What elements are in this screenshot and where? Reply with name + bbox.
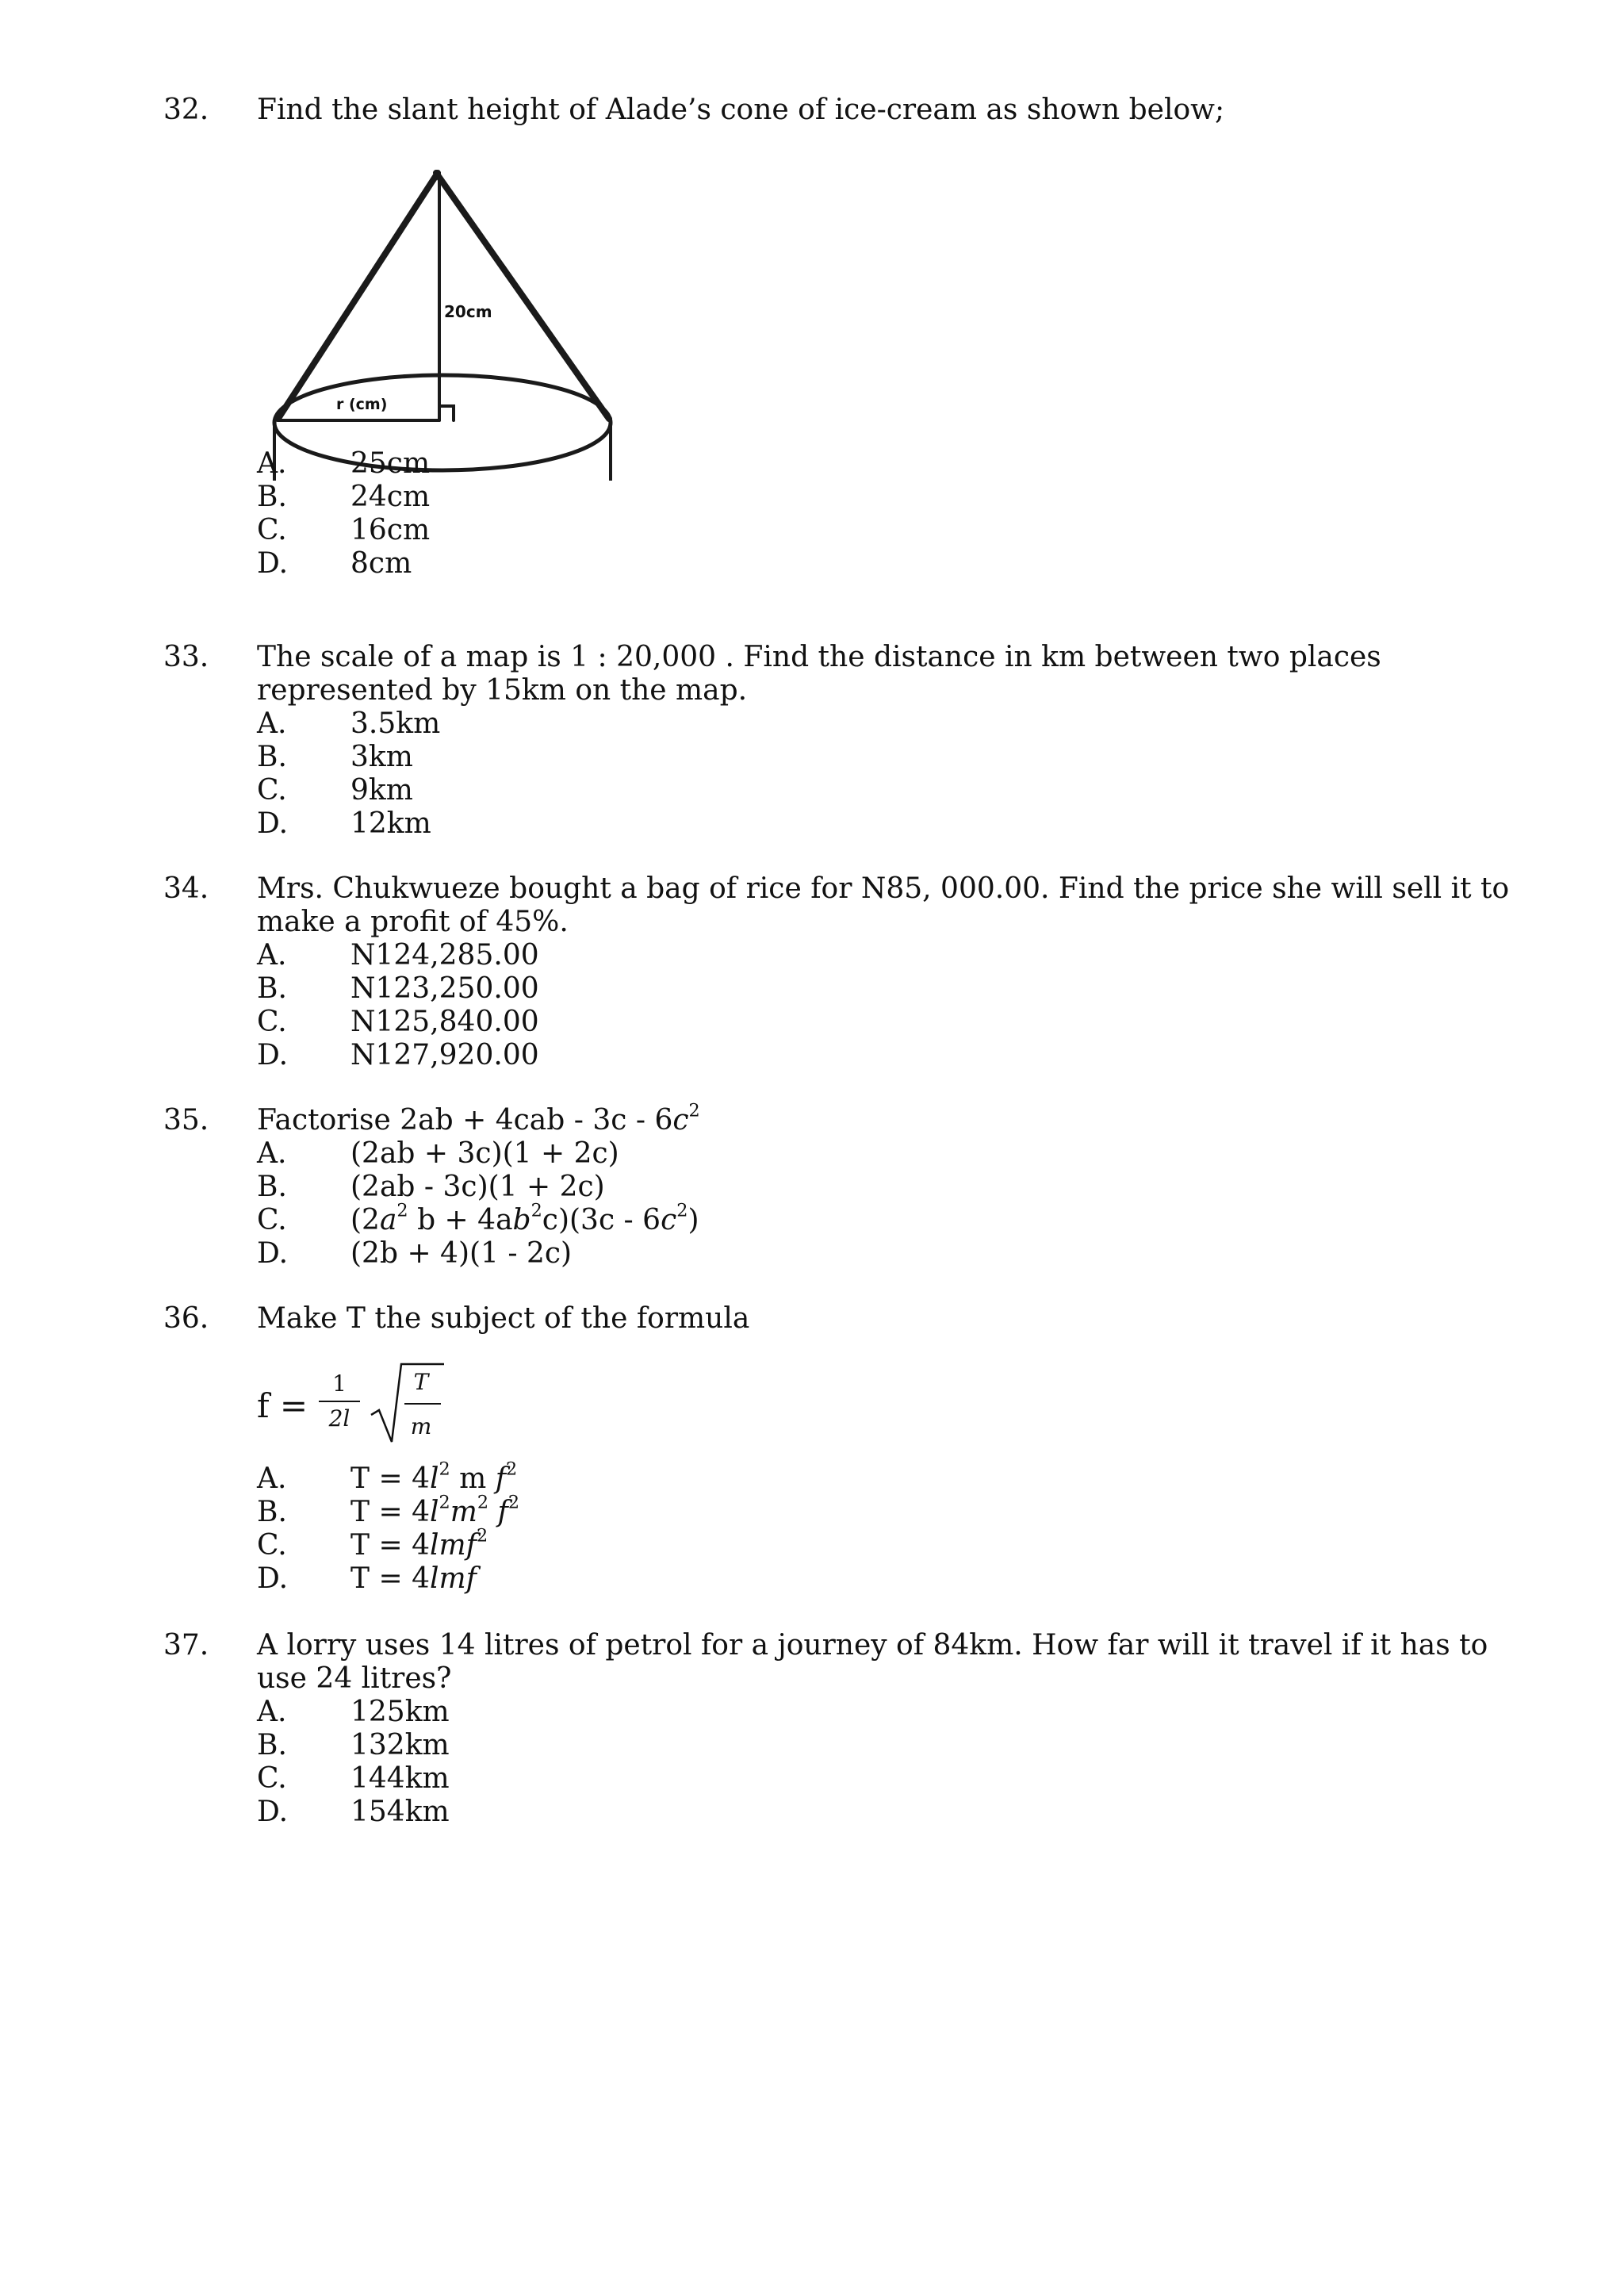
option-text [350,1200,699,1237]
option-a [257,1696,1527,1729]
math-var: l [429,1462,439,1495]
option-letter: B. [257,1171,287,1203]
option-letter: C. [257,1529,287,1562]
option-letter: D. [257,1796,289,1828]
question-number: 36. [163,1302,209,1335]
option-text [350,1562,477,1596]
right-angle-marker [439,406,454,420]
option-letter: B. [257,741,287,773]
option-b [257,1729,1527,1762]
option-c [257,514,1527,547]
option-letter: A. [257,1462,287,1495]
question-stem: Find the slant height of Alade’s cone of ice-cream as shown below; [257,94,1225,126]
formula-lhs: f = [257,1386,308,1425]
option-letter: D. [257,1039,289,1071]
option-letter: D. [257,547,289,580]
option-c [257,1762,1527,1796]
text-part: T = 4 [350,1462,430,1495]
option-text [350,1525,488,1562]
option-letter: C. [257,774,287,807]
cone-diagram [257,132,614,481]
option-letter: D. [257,1562,289,1595]
question-32 [163,94,1527,581]
option-text: (2ab - 3c)(1 + 2c) [350,1171,605,1203]
math-expr: lmf [429,1529,477,1562]
math-var: c [661,1204,677,1236]
text-part: m [450,1462,496,1495]
options-list [257,1458,1527,1596]
text-part: ) [688,1204,699,1236]
option-text: 3km [350,741,413,773]
text-part: b + 4a [408,1204,513,1236]
text-part: T = 4 [350,1529,430,1562]
fraction-numerator: 1 [332,1370,347,1397]
option-letter: B. [257,1729,287,1761]
option-letter: B. [257,481,287,513]
option-a [257,1137,1527,1171]
stem-text: Factorise 2ab + 4cab - 3c - 6 [257,1104,673,1137]
option-c [257,1006,1527,1039]
question-stem: The scale of a map is 1 : 20,000 . Find the distance in km between two places represented by 15km on the map. [257,641,1381,707]
exponent: 2 [476,1525,488,1547]
stem-exponent: 2 [688,1100,700,1121]
option-a [257,447,1527,481]
option-letter: A. [257,447,287,480]
option-letter: D. [257,807,289,840]
option-text: 8cm [350,547,412,580]
options-list [257,1696,1527,1829]
option-c [257,1525,1527,1562]
stem-variable: c [672,1104,689,1137]
option-text: N125,840.00 [350,1006,539,1038]
height-label: 20cm [444,302,492,321]
option-text: (2ab + 3c)(1 + 2c) [350,1137,619,1170]
options-list [257,939,1527,1072]
option-text [350,1458,518,1496]
exponent: 2 [506,1458,518,1480]
math-var: f [497,1496,508,1528]
option-b [257,481,1527,514]
math-var: a [379,1204,397,1236]
question-number: 33. [163,641,209,673]
option-letter: C. [257,1006,287,1038]
fraction-denominator: 2l [328,1405,350,1432]
formula-fraction [319,1370,360,1432]
question-34 [163,872,1527,1072]
exponent: 2 [439,1492,450,1513]
option-c [257,1200,1527,1237]
option-letter: A. [257,939,287,972]
option-text: N124,285.00 [350,939,539,972]
exponent: 2 [477,1492,489,1513]
radical-numerator: T [413,1369,429,1395]
question-stem: A lorry uses 14 litres of petrol for a journey of 84km. How far will it travel if it has to use 24 litres? [257,1629,1488,1695]
text-part: (2 [350,1204,380,1236]
options-list [257,707,1527,841]
option-letter: D. [257,1237,289,1270]
option-b [257,972,1527,1006]
option-d [257,547,1527,581]
question-number: 32. [163,94,209,126]
options-list [257,1137,1527,1271]
question-stem: Make T the subject of the formula [257,1302,750,1335]
option-text: 125km [350,1696,450,1728]
option-text: 25cm [350,447,431,480]
option-letter: C. [257,1762,287,1795]
question-36 [163,1302,1527,1596]
radius-label: r (cm) [336,396,388,413]
question-35 [163,1100,1527,1271]
question-number: 37. [163,1629,209,1662]
option-d [257,1039,1527,1072]
question-number: 35. [163,1104,209,1137]
option-a [257,707,1527,741]
option-text: 132km [350,1729,450,1761]
exponent: 2 [676,1200,688,1221]
option-d [257,1237,1527,1271]
math-var: b [512,1204,531,1236]
option-letter: C. [257,514,287,546]
option-text: 154km [350,1796,450,1828]
option-b [257,741,1527,774]
exponent: 2 [508,1492,520,1513]
option-b [257,1171,1527,1204]
option-text: N123,250.00 [350,972,539,1005]
math-var: f [495,1462,507,1495]
option-d [257,807,1527,841]
text-part: T = 4 [350,1496,430,1528]
option-text: 12km [350,807,431,840]
formula [257,1359,1527,1462]
option-letter: A. [257,707,287,740]
question-33 [163,641,1527,841]
question-stem [257,1100,1527,1137]
option-letter: B. [257,972,287,1005]
fraction-bar [319,1401,360,1402]
radical-denominator: m [410,1413,432,1439]
option-text: N127,920.00 [350,1039,539,1071]
math-var: l [429,1496,439,1528]
text-part: T = 4 [350,1562,430,1595]
text-part: c)(3c - 6 [542,1204,661,1236]
option-letter: C. [257,1204,287,1236]
option-text: 16cm [350,514,431,546]
option-d [257,1562,1527,1596]
exponent: 2 [396,1200,408,1221]
option-text: 144km [350,1762,450,1795]
option-text: 24cm [350,481,431,513]
option-a [257,939,1527,972]
option-letter: A. [257,1696,287,1728]
option-a [257,1458,1527,1496]
option-letter: A. [257,1137,287,1170]
options-list [257,447,1527,581]
option-d [257,1796,1527,1829]
option-text: 9km [350,774,413,807]
option-b [257,1492,1527,1529]
math-var: m [450,1496,477,1528]
question-number: 34. [163,872,209,905]
question-stem: Mrs. Chukwueze bought a bag of rice for N85, 000.00. Find the price she will sell it to make a profit of 45%. [257,872,1510,938]
exponent: 2 [530,1200,542,1221]
option-text [350,1492,520,1529]
math-expr: lmf [429,1562,477,1595]
option-text: 3.5km [350,707,441,740]
option-letter: B. [257,1496,287,1528]
question-37 [163,1629,1527,1829]
option-c [257,774,1527,807]
exponent: 2 [439,1458,450,1480]
option-text: (2b + 4)(1 - 2c) [350,1237,573,1270]
